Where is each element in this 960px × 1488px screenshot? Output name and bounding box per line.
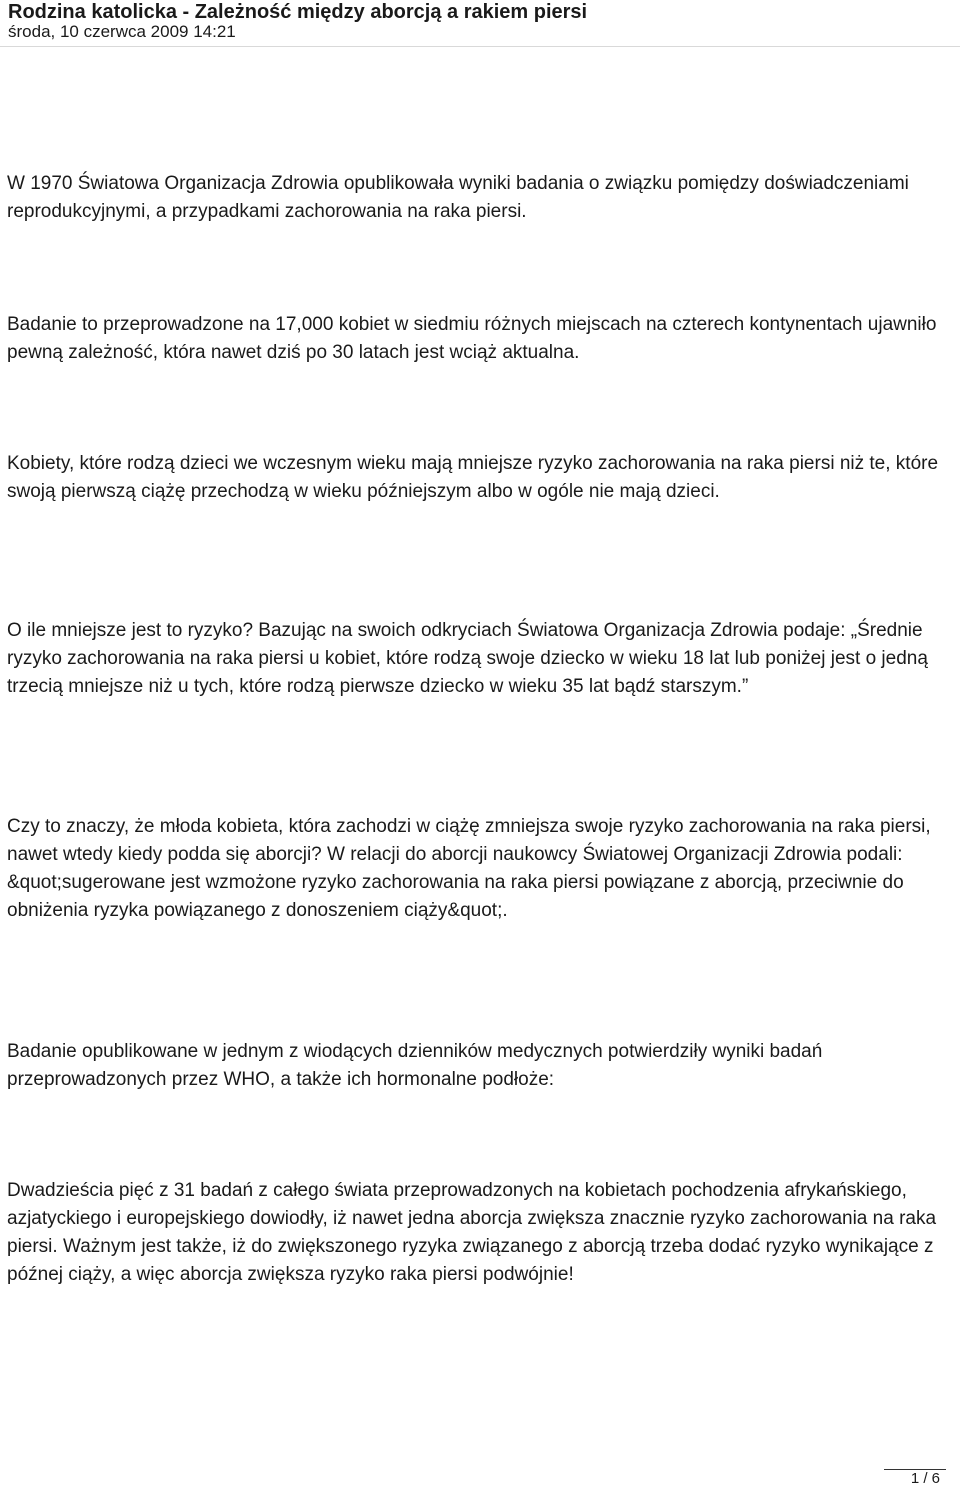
article-paragraph: Kobiety, które rodzą dzieci we wczesnym wieku mają mniejsze ryzyko zachorowania na raka piersi niż te, które swoją pierwszą ciążę przechodzą w wieku późniejszym albo w ogóle nie mają dzieci.: [7, 453, 939, 502]
document-title: Rodzina katolicka - Zależność między aborcją a rakiem piersi: [8, 1, 588, 23]
document-header: [0, 0, 960, 47]
article-paragraph: Czy to znaczy, że młoda kobieta, która zachodzi w ciążę zmniejsza swoje ryzyko zachorowania na raka piersi, nawet wtedy kiedy podda się aborcji? W relacji do aborcji naukowcy Światowej Organizacji Zdrowia podali: &quot;sugerowane jest wzmożone ryzyko zachorowania na raka piersi powiązane z aborcją, przeciwnie do obniżenia ryzyka powiązanego z donoszeniem ciąży&quot;.: [7, 816, 931, 921]
article-paragraph: O ile mniejsze jest to ryzyko? Bazując na swoich odkryciach Światowa Organizacja Zdrowia podaje: „Średnie ryzyko zachorowania na raka piersi u kobiet, które rodzą swoje dziecko w wieku 18 lat lub poniżej jest o jedną trzecią mniejsze niż u tych, które rodzą pierwsze dziecko w wieku 35 lat bądź starszym.”: [7, 620, 928, 697]
article-paragraph: Badanie opublikowane w jednym z wiodących dzienników medycznych potwierdziły wyniki badań przeprowadzonych przez WHO, a także ich hormonalne podłoże:: [7, 1041, 823, 1090]
article-paragraph: Dwadzieścia pięć z 31 badań z całego świata przeprowadzonych na kobietach pochodzenia afrykańskiego, azjatyckiego i europejskiego dowiodły, iż nawet jedna aborcja zwiększa znacznie ryzyko zachorowania na raka piersi. Ważnym jest także, iż do zwiększonego ryzyka związanego z aborcją trzeba dodać ryzyko wynikające z późnej ciąży, a więc aborcja zwiększa ryzyko raka piersi podwójnie!: [7, 1180, 937, 1285]
article-paragraph: W 1970 Światowa Organizacja Zdrowia opublikowała wyniki badania o związku pomiędzy doświadczeniami reprodukcyjnymi, a przypadkami zachorowania na raka piersi.: [7, 173, 909, 222]
page-number: 1 / 6: [910, 1470, 940, 1487]
document-date: środa, 10 czerwca 2009 14:21: [8, 22, 236, 41]
article-paragraph: Badanie to przeprowadzone na 17,000 kobiet w siedmiu różnych miejscach na czterech kontynentach ujawniło pewną zależność, która nawet dziś po 30 latach jest wciąż aktualna.: [7, 314, 937, 363]
